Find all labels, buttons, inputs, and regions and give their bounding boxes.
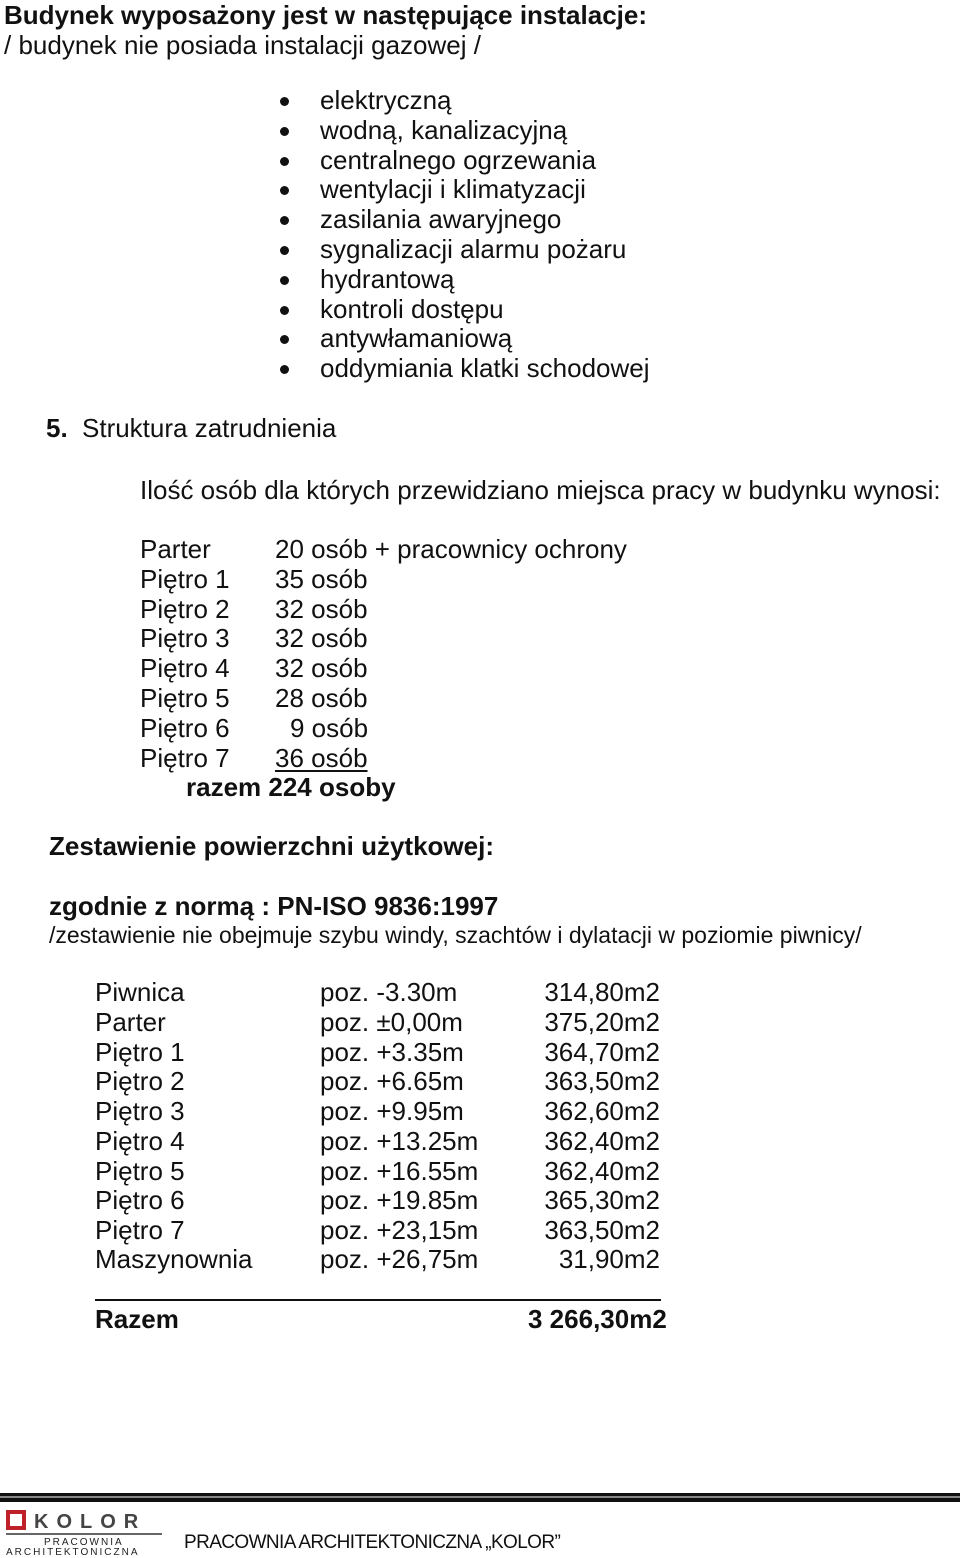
- floor-label: Parter: [95, 1007, 166, 1037]
- level-value: poz. +13.25m: [320, 1126, 479, 1156]
- area-value: 362,40m2: [544, 1156, 660, 1186]
- floor-label: Piętro 4: [140, 653, 230, 683]
- area-heading: Zestawienie powierzchni użytkowej:: [49, 831, 494, 861]
- table-row: [95, 1007, 665, 1037]
- installations-list: [278, 86, 650, 384]
- floor-label: Piętro 3: [95, 1096, 185, 1126]
- floor-label: Piętro 2: [95, 1066, 185, 1096]
- employment-intro: Ilość osób dla których przewidziano miejsca pracy w budynku wynosi:: [140, 475, 941, 505]
- floor-label: Piwnica: [95, 977, 185, 1007]
- people-count: 9 osób: [290, 713, 369, 743]
- people-count: 28 osób: [275, 683, 368, 713]
- people-count: 32 osób: [275, 653, 368, 683]
- area-norm: zgodnie z normą : PN-ISO 9836:1997: [49, 891, 499, 921]
- table-row: [95, 1126, 665, 1156]
- area-value: 375,20m2: [544, 1007, 660, 1037]
- level-value: poz. +19.85m: [320, 1185, 479, 1215]
- list-item: hydrantową: [278, 265, 650, 295]
- level-value: poz. +16.55m: [320, 1156, 479, 1186]
- level-value: poz. +6.65m: [320, 1066, 464, 1096]
- table-row: [95, 1096, 665, 1126]
- table-row: [95, 1037, 665, 1067]
- list-item: elektryczną: [278, 86, 650, 116]
- section-number: 5.: [46, 413, 68, 443]
- area-total-value: 3 266,30m2: [528, 1304, 667, 1334]
- floor-label: Piętro 2: [140, 594, 230, 624]
- table-row: [95, 1156, 665, 1186]
- floor-label: Maszynownia: [95, 1244, 253, 1274]
- employment-total: razem 224 osoby: [186, 772, 396, 802]
- floor-label: Piętro 1: [140, 564, 230, 594]
- list-item: zasilania awaryjnego: [278, 205, 650, 235]
- footer-bar: [0, 1493, 960, 1502]
- footer-text: PRACOWNIA ARCHITEKTONICZNA „KOLOR”: [184, 1532, 561, 1553]
- area-total-label: Razem: [95, 1304, 179, 1334]
- area-value: 362,60m2: [544, 1096, 660, 1126]
- installations-heading: Budynek wyposażony jest w następujące instalacje:: [4, 0, 647, 30]
- area-value: 364,70m2: [544, 1037, 660, 1067]
- people-count: 35 osób: [275, 564, 368, 594]
- table-row: [95, 1066, 665, 1096]
- floor-label: Piętro 5: [140, 683, 230, 713]
- floor-label: Piętro 5: [95, 1156, 185, 1186]
- floor-label: Piętro 6: [140, 713, 230, 743]
- people-count: 36 osób: [275, 743, 368, 773]
- table-row: [95, 977, 665, 1007]
- level-value: poz. +23,15m: [320, 1215, 479, 1245]
- list-item: wentylacji i klimatyzacji: [278, 175, 650, 205]
- list-item: wodną, kanalizacyjną: [278, 116, 650, 146]
- svg-text:PRACOWNIA: PRACOWNIA: [44, 1537, 124, 1548]
- area-value: 363,50m2: [544, 1066, 660, 1096]
- list-item: centralnego ogrzewania: [278, 146, 650, 176]
- section-title: Struktura zatrudnienia: [82, 413, 337, 443]
- kolor-logo: [4, 1504, 164, 1556]
- installations-note: / budynek nie posiada instalacji gazowej /: [4, 30, 481, 60]
- area-value: 314,80m2: [544, 977, 660, 1007]
- level-value: poz. +3.35m: [320, 1037, 464, 1067]
- svg-text:KOLOR: KOLOR: [34, 1511, 147, 1533]
- floor-label: Piętro 6: [95, 1185, 185, 1215]
- level-value: poz. -3.30m: [320, 977, 458, 1007]
- floor-label: Parter: [140, 534, 211, 564]
- list-item: kontroli dostępu: [278, 295, 650, 325]
- floor-label: Piętro 4: [95, 1126, 185, 1156]
- list-item: antywłamaniową: [278, 324, 650, 354]
- people-count: 32 osób: [275, 623, 368, 653]
- area-note: /zestawienie nie obejmuje szybu windy, szachtów i dylatacji w poziomie piwnicy/: [49, 922, 862, 948]
- floor-label: Piętro 7: [140, 743, 230, 773]
- level-value: poz. +9.95m: [320, 1096, 464, 1126]
- svg-text:ARCHITEKTONICZNA: ARCHITEKTONICZNA: [6, 1547, 140, 1556]
- table-row: [95, 1185, 665, 1215]
- level-value: poz. ±0,00m: [320, 1007, 463, 1037]
- area-value: 362,40m2: [544, 1126, 660, 1156]
- floor-label: Piętro 7: [95, 1215, 185, 1245]
- table-row: [95, 1215, 665, 1245]
- list-item: sygnalizacji alarmu pożaru: [278, 235, 650, 265]
- area-value: 363,50m2: [544, 1215, 660, 1245]
- people-count: 32 osób: [275, 594, 368, 624]
- level-value: poz. +26,75m: [320, 1244, 479, 1274]
- list-item: oddymiania klatki schodowej: [278, 354, 650, 384]
- area-value: 365,30m2: [544, 1185, 660, 1215]
- people-count: 20 osób + pracownicy ochrony: [275, 534, 627, 564]
- area-value: 31,90m2: [558, 1244, 660, 1274]
- floor-label: Piętro 1: [95, 1037, 185, 1067]
- total-divider: [95, 1299, 661, 1301]
- floor-label: Piętro 3: [140, 623, 230, 653]
- table-row: [95, 1244, 665, 1274]
